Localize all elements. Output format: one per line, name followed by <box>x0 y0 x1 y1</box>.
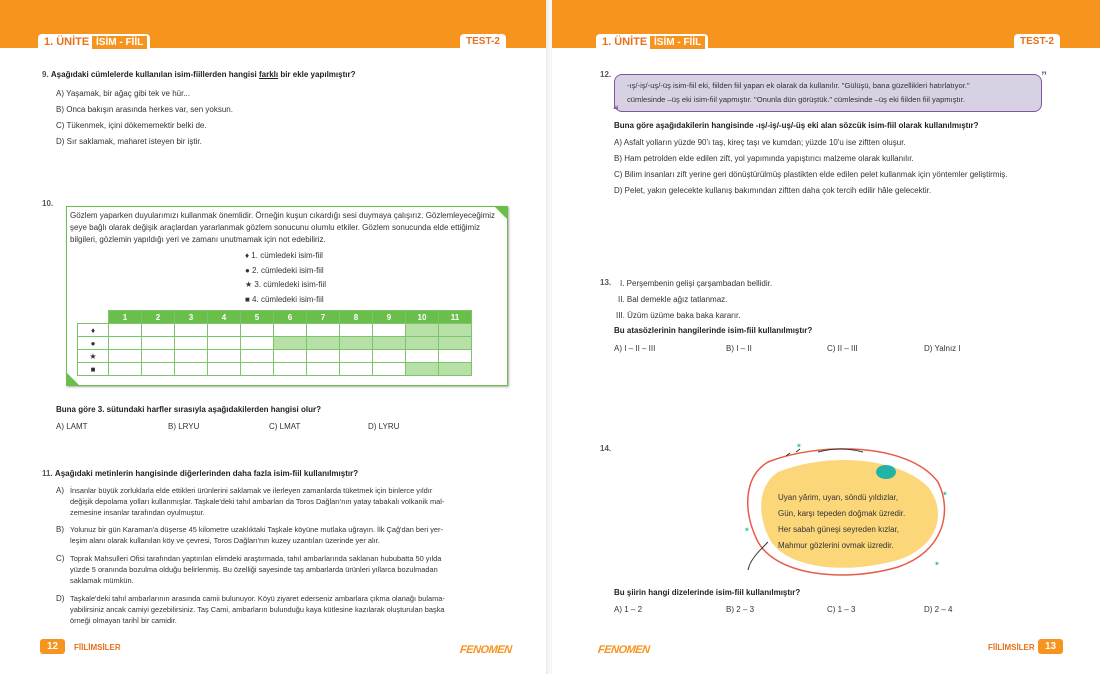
option-line: örneği olmayan tarihî bir camidir. <box>70 616 177 625</box>
svg-text:✶: ✶ <box>744 527 750 534</box>
grid-header: 7 <box>307 311 340 324</box>
poem-line: Uyan yârim, uyan, söndü yıldızlar, <box>778 493 899 502</box>
row-symbol: ● <box>78 337 109 350</box>
page-number: 12 <box>40 639 65 654</box>
question-number: 10. <box>42 199 54 208</box>
question-number: 13. <box>600 278 612 287</box>
option-c[interactable]: C) Bilim insanları zift yerine geri dönüştürülmüş plastikten elde edilen pelet kullanmak için yöntemler geliştirmiş. <box>614 170 1008 179</box>
grid-row <box>78 337 472 350</box>
grid-row <box>78 363 472 376</box>
unit-number: 1. ÜNİTE <box>602 36 648 48</box>
publisher-logo: FENOMEN <box>597 644 651 656</box>
grid-header: 9 <box>373 311 406 324</box>
option-line: İnsanlar büyük zorluklarla elde ettikleri ürünlerini saklamak ve ilerleyen zamanlarda tüketmek için binlerce yıldır <box>70 486 433 495</box>
unit-name: İSİM - FİİL <box>92 36 147 49</box>
answer-grid <box>77 310 472 376</box>
question-text: bir ekle yapılmıştır? <box>278 70 356 79</box>
proverb-line: III. Üzüm üzüme baka baka kararır. <box>616 311 741 320</box>
option-line: zemesine insanlar tarafından oyulmuştur. <box>70 508 205 517</box>
poem-line: Mahmur gözlerini ovmak üzredir. <box>778 541 894 550</box>
question-text-underlined: farklı <box>258 70 279 79</box>
note-line: -ış/-iş/-uş/-üş isim-fiil eki, fiilden fiil yapan ek olarak da kullanılır. "Gülüşü, bana güzellikleri hatırlatıyor." <box>627 81 970 90</box>
option-line: leşim alanı olarak kullanılan köy ve çevresi, Toros Dağları'nın kuzey uzantıları üzerinde yer alır. <box>70 536 380 545</box>
grid-header: 8 <box>340 311 373 324</box>
option-b[interactable]: B) I – II <box>726 344 752 353</box>
publisher-logo: FENOMEN <box>459 644 513 656</box>
legend-item: ♦ 1. cümledeki isim-fiil <box>245 251 323 260</box>
question-number: 12. <box>600 70 612 79</box>
grid-header: 2 <box>142 311 175 324</box>
question-text: Buna göre aşağıdakilerin hangisinde -ış/-iş/-uş/-üş eki alan sözcük isim-fiil olarak kullanılmıştır? <box>614 121 979 130</box>
question-text: Bu atasözlerinin hangilerinde isim-fiil kullanılmıştır? <box>614 326 813 335</box>
option-b[interactable]: B) Onca bakışın arasında herkes var, sen yoksun. <box>56 105 233 114</box>
option-c[interactable]: C) II – III <box>827 344 858 353</box>
question-number: 9. <box>42 70 49 79</box>
grid-header: 3 <box>175 311 208 324</box>
test-label: TEST-2 <box>460 34 506 54</box>
option-d[interactable]: D) 2 – 4 <box>924 605 953 614</box>
row-symbol: ♦ <box>78 324 109 337</box>
svg-text:✶: ✶ <box>934 561 940 568</box>
quote-open-icon: “ <box>613 103 619 117</box>
option-b[interactable]: B) LRYU <box>168 422 200 431</box>
question-text: Aşağıdaki metinlerin hangisinde diğerlerinden daha fazla isim-fiil kullanılmıştır? <box>54 469 359 478</box>
proverb-line: I. Perşembenin gelişi çarşambadan bellidir. <box>620 279 773 288</box>
option-a[interactable]: A) I – II – III <box>614 344 656 353</box>
option-a[interactable]: A) LAMT <box>56 422 88 431</box>
question-number: 11. <box>42 469 53 478</box>
option-line: Taşkale'deki tahıl ambarlarının arasında camii bulunuyor. Köyü ziyaret ederseniz ambarlara çıkma olanağı bulama- <box>70 594 445 603</box>
option-line: yabilirsiniz ancak camiyi gezebilirsiniz. Taş Cami, ambarların bulunduğu kaya kütlesine kazılarak oluşturulan başka <box>70 605 445 614</box>
option-c[interactable]: C) 1 – 3 <box>827 605 856 614</box>
option-line: Toprak Mahsulleri Ofisi tarafından yaptırılan elimdeki araştırmada, tahıl ambarlarında saklanan hububatta 50 yılda <box>70 554 442 563</box>
note-line: cümlesinde –üş eki isim-fiil yapmıştır. "Onunla dün görüştük." cümlesinde –üş eki fiilden fiil yapmıştır. <box>627 95 965 104</box>
option-c[interactable]: C) LMAT <box>269 422 301 431</box>
row-symbol: ■ <box>78 363 109 376</box>
grid-header: 6 <box>274 311 307 324</box>
svg-text:✶: ✶ <box>942 491 948 498</box>
option-a[interactable]: A) Asfalt yolların yüzde 90'ı taş, kireç taşı ve kumdan; yüzde 10'u ise ziftten oluşur. <box>614 138 906 147</box>
option-b[interactable]: B) 2 – 3 <box>726 605 755 614</box>
grid-header: 5 <box>241 311 274 324</box>
question-text: Bu şiirin hangi dizelerinde isim-fiil kullanılmıştır? <box>614 588 801 597</box>
option-letter: D) <box>56 594 65 603</box>
unit-name: İSİM - FİİL <box>650 36 705 49</box>
option-letter: A) <box>56 486 64 495</box>
option-line: saklamak mümkün. <box>70 576 134 585</box>
option-d[interactable]: D) LYRU <box>368 422 400 431</box>
legend-item: ● 2. cümledeki isim-fiil <box>245 265 324 275</box>
poem <box>778 490 905 554</box>
grid-header: 11 <box>439 311 472 324</box>
legend-item: ★ 3. cümledeki isim-fiil <box>245 280 326 289</box>
option-line: değişik depolama yolları kullanmışlar. Taşkale'deki tahıl ambarları da Toros Dağları'nın yatay tabakalı volkanik mal- <box>70 497 445 506</box>
svg-text:✶: ✶ <box>796 443 802 450</box>
grid-header: 10 <box>406 311 439 324</box>
quote-close-icon: ” <box>1041 69 1047 83</box>
question-text: Buna göre 3. sütundaki harfler sırasıyla aşağıdakilerden hangisi olur? <box>56 405 321 414</box>
unit-number: 1. ÜNİTE <box>44 36 90 48</box>
option-line: Yolunuz bir gün Karaman'a düşerse 45 kilometre uzaklıktaki Taşkale köyüne mutlaka uğrayın. İlk Çağ'dan beri yer- <box>70 525 443 534</box>
option-a[interactable]: A) Yaşamak, bir ağaç gibi tek ve hür... <box>56 89 190 98</box>
brand-label: FİİLİMSİLER <box>74 643 121 652</box>
passage: Gözlem yaparken duyularımızı kullanmak önemlidir. Örneğin kuşun cıkardığı sesi duymaya çalışırız. Gözlemleyeceğimiz şeye bağlı olarak değişik araçlardan yararlanmak gözlem sonucunu olumlu etkiler. Gözlem sonucunda elde ettiğimiz bilgileri, gözlemin yapıldığı yeri ve zamanı unutmamak için not edebiliriz. <box>70 211 496 244</box>
option-a[interactable]: A) 1 – 2 <box>614 605 643 614</box>
grid-row <box>78 324 472 337</box>
page-number: 13 <box>1038 639 1063 654</box>
poem-line: Her sabah güneşi seyreden kızlar, <box>778 525 899 534</box>
row-symbol: ★ <box>78 350 109 363</box>
proverb-line: II. Bal demekle ağız tatlanmaz. <box>618 295 728 304</box>
legend <box>245 249 326 307</box>
left-page <box>0 0 548 674</box>
option-b[interactable]: B) Ham petrolden elde edilen zift, yol yapımında yapıştırıcı malzeme olarak kullanılır. <box>614 154 914 163</box>
question-11 <box>42 468 522 480</box>
option-d[interactable]: D) Yalnız I <box>924 344 961 353</box>
question-10-box <box>66 206 508 386</box>
question-number: 14. <box>600 444 612 453</box>
grid-header: 4 <box>208 311 241 324</box>
brand-label: FİİLİMSİLER <box>988 643 1035 652</box>
legend-item: ■ 4. cümledeki isim-fiil <box>245 294 324 304</box>
info-note <box>613 69 1047 117</box>
question-9 <box>42 69 512 81</box>
option-letter: B) <box>56 525 64 534</box>
option-d[interactable]: D) Sır saklamak, maharet isteyen bir iştir. <box>56 137 202 146</box>
poem-line: Gün, karşı tepeden doğmak üzredir. <box>778 509 906 518</box>
option-line: yüzde 5 oranında bozulma olduğu belirlenmiş. Bu özelliği sayesinde taş ambarlarda ürünleri yıllarca bozulmadan <box>70 565 438 574</box>
option-d[interactable]: D) Pelet, yakın gelecekte kullanış bakımından ziftten daha çok tercih edilir hâle gelecektir. <box>614 186 932 195</box>
grid-row <box>78 350 472 363</box>
question-text: Aşağıdaki cümlelerde kullanılan isim-fiillerden hangisi <box>50 70 259 79</box>
option-c[interactable]: C) Tükenmek, içini dökememektir belki de. <box>56 121 207 130</box>
test-label: TEST-2 <box>1014 34 1060 54</box>
option-letter: C) <box>56 554 65 563</box>
grid-header: 1 <box>109 311 142 324</box>
